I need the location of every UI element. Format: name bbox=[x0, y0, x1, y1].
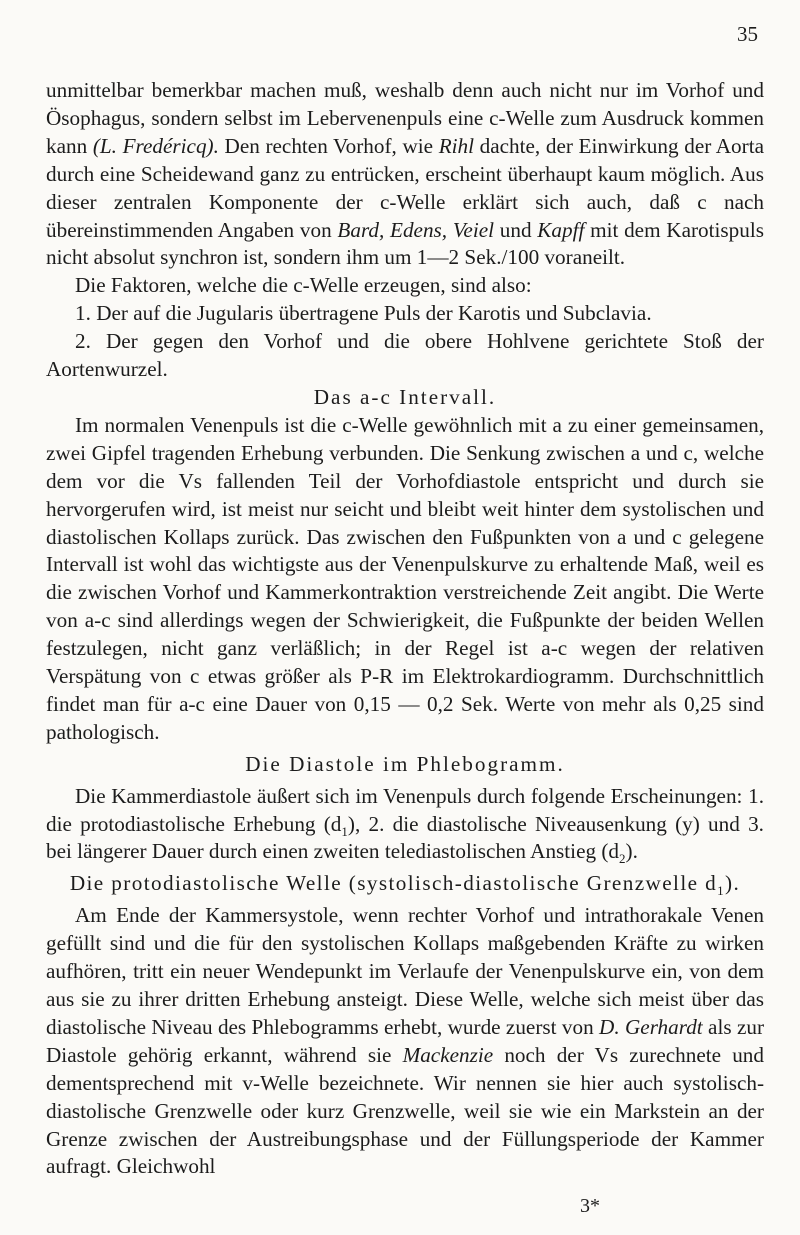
text-run: ). bbox=[625, 839, 638, 864]
citation: Kapff bbox=[537, 217, 585, 242]
section-heading-diastole: Die Diastole im Phlebogramm. bbox=[245, 751, 565, 776]
paragraph-1 bbox=[46, 77, 764, 272]
citation: Mackenzie bbox=[402, 1042, 494, 1067]
citation: D. Gerhardt bbox=[599, 1014, 703, 1039]
section-heading-grenzwelle bbox=[46, 870, 764, 898]
text-run: unmittelbar bemerkbar machen muß, weshalb denn auch nicht nur im Vorhof und Ösophagus, sondern selbst im Lebervenenpuls eine c-Welle zum Ausdruck kommen kann bbox=[46, 78, 764, 158]
text-run: und bbox=[494, 217, 538, 242]
citation: Rihl bbox=[438, 133, 474, 158]
paragraph-3: Im normalen Venenpuls ist die c-Welle gewöhnlich mit a zu einer gemeinsamen, zwei Gipfel tragenden Erhebung verbunden. Die Senkung zwischen a und c, welche dem vor die Vs fallenden Teil der Vorhofdiastole entspricht und durch sie hervorgerufen wird, ist meist nur seicht und bleibt weit hinter dem systolischen und diastolischen Kollaps zurück. Das zwischen den Fußpunkten von a und c gelegene Intervall ist wohl das wichtigste aus der Venenpulskurve zu erhaltende Maß, weil es die zwischen Vorhof und Kammerkontraktion verstreichende Zeit angibt. Die Werte von a-c sind allerdings wegen der Schwierigkeit, die Fußpunkte der beiden Wellen festzulegen, nicht ganz verläßlich; in der Regel ist a-c wegen der relativen Verspätung von c etwas größer als P-R im Elektrokardiogramm. Durchschnittlich findet man für a-c eine Dauer von 0,15 — 0,2 Sek. Werte von mehr als 0,25 sind pathologisch. bbox=[46, 412, 764, 744]
subscript: 1 bbox=[341, 823, 348, 839]
text-run: dachte, der Einwirkung der Aorta durch eine Scheidewand ganz zu entrücken, erscheint überhaupt kaum möglich. Aus dieser zentralen Komponente der c-Welle erklärt sich auch, daß c nach übereinstimmenden Angaben von bbox=[46, 133, 764, 242]
subscript: 1 bbox=[717, 883, 726, 899]
paragraph-2: Die Faktoren, welche die c-Welle erzeugen, sind also: bbox=[75, 273, 532, 298]
signature-mark: 3* bbox=[580, 1195, 600, 1217]
citation: (L. Fredéricq). bbox=[92, 133, 219, 158]
list-item-1: 1. Der auf die Jugularis übertragene Puls der Karotis und Subclavia. bbox=[75, 301, 652, 326]
page-body bbox=[46, 77, 764, 1181]
paragraph-4 bbox=[46, 783, 764, 867]
text-run: Den rechten Vorhof, wie bbox=[218, 133, 439, 158]
list-item-2: 2. Der gegen den Vorhof und die obere Hohlvene gerichtete Stoß der Aortenwurzel. bbox=[46, 329, 764, 382]
text-run: noch der Vs zurechnete und dementsprechend mit v-Welle bezeichnete. Wir nennen sie hier auch systolisch-diastolische Grenzwelle oder kurz Grenzwelle, weil sie wie ein Markstein an der Grenze zwischen der Austreibungsphase und der Füllungsperiode der Kammer aufragt. Gleichwohl bbox=[46, 1042, 764, 1179]
text-run: Die protodiastolische Welle (systolisch-diastolische Grenzwelle d bbox=[69, 871, 718, 896]
text-run: ). bbox=[725, 871, 741, 896]
text-run: mit dem Karotispuls nicht absolut synchron ist, sondern ihm um 1—2 Sek./100 voraneilt. bbox=[46, 217, 764, 270]
text-run: als zur Diastole gehörig erkannt, während sie bbox=[46, 1014, 765, 1067]
text-run: ), 2. die diastolische Niveausenkung (y) und 3. bei längerer Dauer durch einen zweiten telediastolischen Anstieg (d bbox=[46, 811, 764, 864]
text-run: Am Ende der Kammersystole, wenn rechter Vorhof und intrathorakale Venen gefüllt sind und die für den systolischen Kollaps maßgebenden Kräfte zu wirken aufhören, tritt ein neuer Wendepunkt im Verlaufe der Venenpulskurve ein, von dem aus sie zu ihrer dritten Erhebung ansteigt. Diese Welle, welche sich meist über das diastolische Niveau des Phlebogramms erhebt, wurde zuerst von bbox=[46, 903, 764, 1039]
section-heading-ac-intervall: Das a-c Intervall. bbox=[313, 384, 497, 409]
citation: Bard, Edens, Veiel bbox=[337, 217, 495, 242]
paragraph-5 bbox=[46, 902, 764, 1181]
page-number: 35 bbox=[737, 22, 758, 46]
text-run: Die Kammerdiastole äußert sich im Venenpuls durch folgende Erscheinungen: 1. die protodiastolische Erhebung (d bbox=[46, 783, 764, 836]
subscript: 2 bbox=[619, 851, 626, 867]
